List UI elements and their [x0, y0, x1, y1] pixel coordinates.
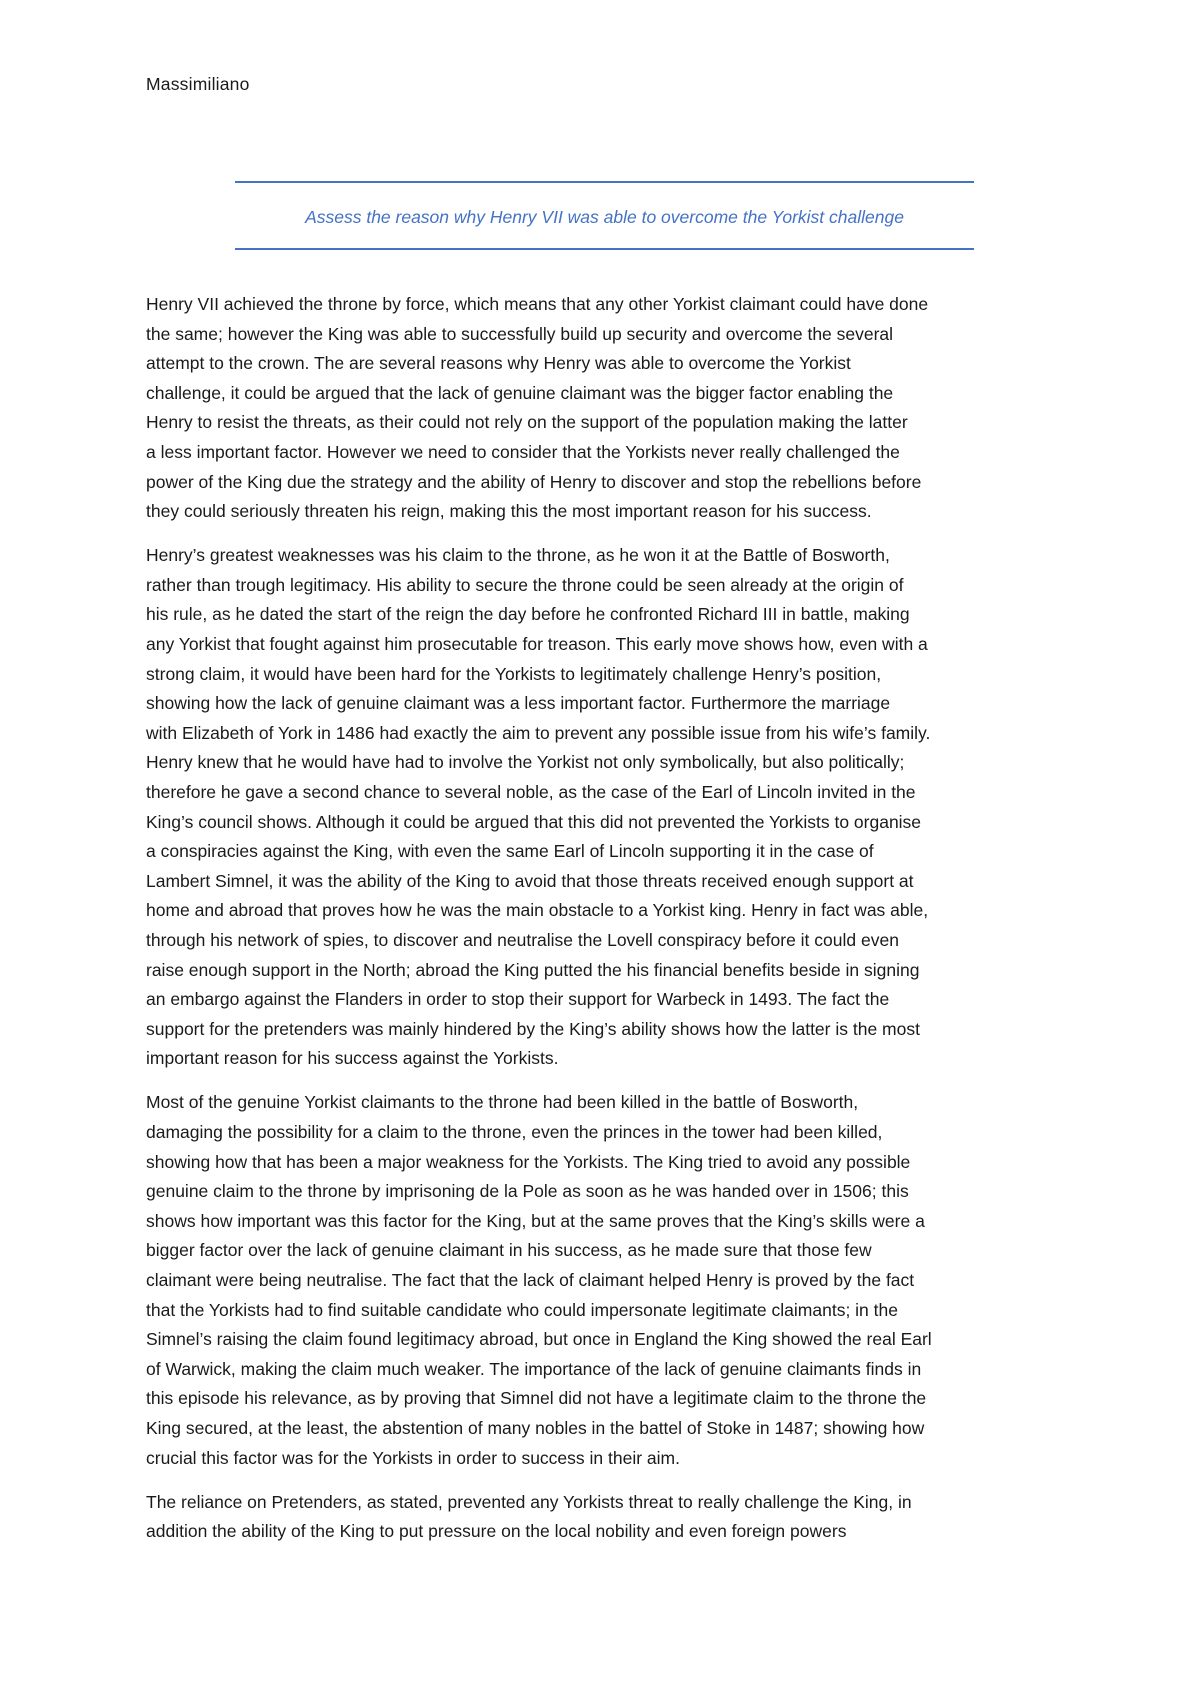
paragraph-line: Most of the genuine Yorkist claimants to the throne had been killed in the battle of Bosworth, — [146, 1092, 859, 1113]
paragraph-line: rather than trough legitimacy. His ability to secure the throne could be seen already at the origin of — [146, 574, 904, 595]
essay-body — [146, 290, 1066, 1561]
paragraph-line: with Elizabeth of York in 1486 had exactly the aim to prevent any possible issue from his wife’s family. — [146, 722, 931, 743]
paragraph-line: Simnel’s raising the claim found legitimacy abroad, but once in England the King showed the real Earl — [146, 1329, 932, 1350]
paragraph-line: addition the ability of the King to put pressure on the local nobility and even foreign powers — [146, 1521, 847, 1542]
paragraph-line: crucial this factor was for the Yorkists in order to success in their aim. — [146, 1447, 680, 1468]
paragraph-line: important reason for his success against the Yorkists. — [146, 1048, 559, 1069]
paragraph-line: any Yorkist that fought against him prosecutable for treason. This early move shows how, even with a — [146, 634, 928, 655]
paragraph-line: Henry to resist the threats, as their could not rely on the support of the population making the latter — [146, 412, 908, 433]
paragraph-line: a conspiracies against the King, with even the same Earl of Lincoln supporting it in the case of — [146, 841, 874, 862]
paragraph-line: damaging the possibility for a claim to the throne, even the princes in the tower had been killed, — [146, 1122, 883, 1143]
essay-title: Assess the reason why Henry VII was able to overcome the Yorkist challenge — [305, 207, 904, 227]
paragraph-line: of Warwick, making the claim much weaker. The importance of the lack of genuine claimants finds in — [146, 1358, 922, 1379]
paragraph — [146, 1488, 1066, 1547]
paragraph-line: Henry VII achieved the throne by force, which means that any other Yorkist claimant could have done — [146, 294, 929, 314]
paragraph-line: his rule, as he dated the start of the reign the day before he confronted Richard III in battle, making — [146, 604, 910, 625]
paragraph-line: therefore he gave a second chance to several noble, as the case of the Earl of Lincoln invited in the — [146, 782, 916, 802]
paragraph-line: challenge, it could be argued that the lack of genuine claimant was the bigger factor enabling the — [146, 382, 894, 403]
paragraph-line: The reliance on Pretenders, as stated, prevented any Yorkists threat to really challenge the King, in — [146, 1491, 912, 1512]
paragraph-line: attempt to the crown. The are several reasons why Henry was able to overcome the Yorkist — [146, 353, 851, 374]
paragraph-line: King’s council shows. Although it could be argued that this did not prevented the Yorkists to organise — [146, 811, 922, 832]
paragraph-line: Henry knew that he would have had to involve the Yorkist not only symbolically, but also politically; — [146, 752, 905, 773]
paragraph-line: Henry’s greatest weaknesses was his claim to the throne, as he won it at the Battle of Bosworth, — [146, 545, 890, 566]
paragraph-line: claimant were being neutralise. The fact that the lack of claimant helped Henry is proved by the fact — [146, 1270, 915, 1290]
title-block — [235, 181, 974, 250]
paragraph-line: they could seriously threaten his reign, making this the most important reason for his success. — [146, 501, 872, 522]
paragraph — [146, 541, 1066, 1074]
title-bottom-rule — [235, 248, 974, 250]
paragraph-line: a less important factor. However we need to consider that the Yorkists never really challenged the — [146, 441, 900, 462]
paragraph — [146, 290, 1066, 527]
paragraph-line: this episode his relevance, as by proving that Simnel did not have a legitimate claim to the throne the — [146, 1388, 927, 1409]
paragraph-line: bigger factor over the lack of genuine claimant in his success, as he made sure that those few — [146, 1240, 872, 1261]
paragraph-line: strong claim, it would have been hard for the Yorkists to legitimately challenge Henry’s position, — [146, 663, 882, 684]
paragraph-line: shows how important was this factor for the King, but at the same proves that the King’s skills were a — [146, 1210, 925, 1231]
paragraph-line: showing how the lack of genuine claimant was a less important factor. Furthermore the marriage — [146, 693, 891, 714]
paragraph-line: showing how that has been a major weakness for the Yorkists. The King tried to avoid any possible — [146, 1151, 911, 1172]
paragraph-line: power of the King due the strategy and the ability of Henry to discover and stop the rebellions before — [146, 471, 922, 492]
paragraph-line: King secured, at the least, the abstention of many nobles in the battel of Stoke in 1487; showing how — [146, 1417, 925, 1438]
paragraph-line: through his network of spies, to discover and neutralise the Lovell conspiracy before it could even — [146, 929, 899, 950]
paragraph-line: Lambert Simnel, it was the ability of the King to avoid that those threats received enough support at — [146, 870, 914, 891]
paragraph-line: an embargo against the Flanders in order to stop their support for Warbeck in 1493. The fact the — [146, 989, 890, 1010]
paragraph-line: genuine claim to the throne by imprisoning de la Pole as soon as he was handed over in 1506; this — [146, 1181, 909, 1202]
paragraph-line: raise enough support in the North; abroad the King putted the his financial benefits beside in signing — [146, 959, 920, 980]
paragraph-line: home and abroad that proves how he was the main obstacle to a Yorkist king. Henry in fact was able, — [146, 900, 929, 921]
paragraph-line: the same; however the King was able to successfully build up security and overcome the several — [146, 323, 894, 344]
author-name: Massimiliano — [146, 74, 250, 94]
paragraph-line: support for the pretenders was mainly hindered by the King’s ability shows how the latter is the most — [146, 1018, 920, 1039]
paragraph — [146, 1088, 1066, 1473]
paragraph-line: that the Yorkists had to find suitable candidate who could impersonate legitimate claimants; in the — [146, 1299, 898, 1320]
